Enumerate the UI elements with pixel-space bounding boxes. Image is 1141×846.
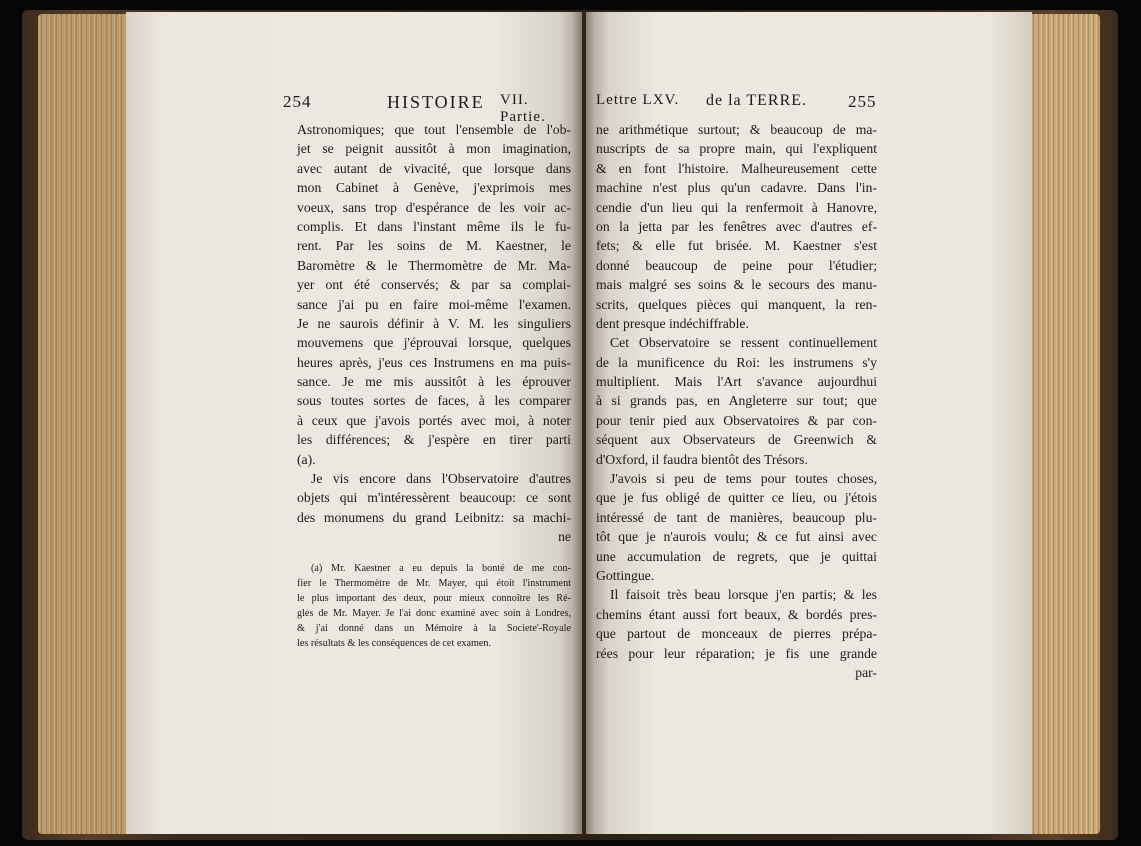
text-line: scrits, quelques pièces qui manquent, la ren- [596, 296, 877, 312]
text-line: objets qui m'intéressèrent beaucoup: ce sont [297, 490, 571, 506]
left-page-header [283, 92, 571, 125]
footnote-line: fier le Thermomètre de Mr. Mayer, qui étoit l'instrument [297, 577, 571, 589]
text-line: mais malgré ses soins & le secours des manu- [596, 277, 877, 293]
text-line: Baromètre & le Thermomètre de Mr. Ma- [297, 257, 571, 273]
text-line: Il faisoit très beau lorsque j'en partis; & les [610, 587, 877, 603]
text-line: sance. Je me mis aussitôt à les éprouver [297, 374, 571, 390]
left-page-number: 254 [283, 92, 312, 111]
text-line: que je fus obligé de quitter ce lieu, ou j'étois [596, 490, 877, 506]
text-line: nuscripts de sa propre main, qui l'expliquent [596, 141, 877, 157]
text-line: fets; & elle fut brisée. M. Kaestner s'est [596, 238, 877, 254]
text-line: à ceux que j'avois portés avec moi, à noter [297, 412, 571, 428]
text-line: chemins étant aussi fort beaux, & bordés pres- [596, 606, 877, 622]
text-line: dent presque indéchiffrable. [596, 315, 749, 331]
text-line: intéressé de tant de manières, beaucoup plu- [596, 509, 877, 525]
footnote-line: le plus important des deux, pour mieux connoître les Ré- [297, 592, 571, 604]
text-line: à si grands pas, en Angleterre sur tout; que [596, 393, 877, 409]
text-line: J'avois si peu de tems pour toutes choses, [610, 471, 877, 487]
text-line: de la munificence du Roi: les instrumens s'y [596, 354, 877, 370]
text-line: mon Cabinet à Genève, j'exprimois mes [297, 180, 571, 196]
left-running-head: HISTOIRE [387, 92, 485, 112]
catchword: ne [558, 529, 571, 545]
text-line: (a). [297, 451, 316, 467]
right-page-header [596, 92, 877, 120]
text-line: rées pour leur réparation; je fis une grande [596, 645, 877, 661]
text-line: séquent aux Observateurs de Greenwich & [596, 432, 877, 448]
text-line: heures après, j'eus ces Instrumens en ma puis- [297, 354, 571, 370]
right-running-head-letter: Lettre LXV. [596, 92, 680, 108]
text-line: rent. Par les soins de M. Kaestner, le [297, 238, 571, 254]
text-line: voeux, sans trop d'espérance de les voir ac- [297, 199, 571, 215]
text-line: une accumulation de regrets, que je quittai [596, 548, 877, 564]
text-line: Cet Observatoire se ressent continuellement [610, 335, 877, 351]
text-line: pour tenir pied aux Observatoires & par con- [596, 412, 877, 428]
text-line: donné beaucoup de peine pour l'étudier; [596, 257, 877, 273]
text-line: on la jetta par les fenêtres avec d'autres ef- [596, 218, 877, 234]
text-line: cendie d'un lieu qui la renfermoit à Hanovre, [596, 199, 877, 215]
text-line: que partout de monceaux de pierres prépa- [596, 626, 877, 642]
text-line: tôt que je n'aurois voulu; & ce fut ainsi avec [596, 529, 877, 545]
text-line: mouvemens que j'éprouvai lorsque, quelques [297, 335, 571, 351]
footnote-line: & j'ai donné dans un Mémoire à la Societe'-Royale [297, 622, 571, 634]
text-line: multiplient. Mais l'Art s'avance aujourdhui [596, 374, 877, 390]
footnote-line: les résultats & les conséquences de cet examen. [297, 637, 492, 649]
text-line: ne arithmétique surtout; & beaucoup de ma- [596, 122, 877, 137]
right-page-text [596, 92, 877, 682]
catchword: par- [855, 664, 877, 680]
text-line: Gottingue. [596, 567, 655, 583]
footnote-line: (a) Mr. Kaestner a eu depuis la bonté de me con- [311, 562, 571, 574]
text-line: complis. Et dans l'instant même ils le fu- [297, 218, 571, 234]
text-line: Je vis encore dans l'Observatoire d'autres [311, 471, 571, 487]
right-running-head-title: de la TERRE. [706, 92, 808, 109]
text-line: les différences; & j'espère en tirer parti [297, 432, 571, 448]
text-line: machine n'est plus qu'un cadavre. Dans l'in- [596, 180, 877, 196]
text-line: yer ont été conservés; & par sa complai- [297, 277, 571, 293]
left-part-label: VII. Partie. [500, 92, 546, 125]
left-page-text [283, 92, 571, 651]
text-line: Astronomiques; que tout l'ensemble de l'ob- [297, 122, 571, 137]
right-page-edges [1030, 14, 1100, 834]
right-page-number: 255 [848, 92, 877, 111]
text-line: d'Oxford, il faudra bientôt des Trésors. [596, 451, 808, 467]
left-page-edges [38, 14, 138, 834]
text-line: Je ne saurois définir à V. M. les singuliers [297, 315, 571, 331]
text-line: avec autant de vivacité, que lorsque dans [297, 160, 571, 176]
text-line: sous toutes sortes de faces, à les comparer [297, 393, 571, 409]
text-line: & en font l'histoire. Malheureusement cette [596, 160, 877, 176]
book-gutter [572, 12, 594, 834]
footnote-line: gles de Mr. Mayer. Je l'ai donc examiné avec soin à Londres, [297, 607, 571, 619]
text-line: sance j'ai pu en faire moi-même l'examen. [297, 296, 571, 312]
text-line: des monumens du grand Leibnitz: sa machi- [297, 509, 571, 525]
text-line: jet se peignit aussitôt à mon imagination, [297, 141, 571, 157]
